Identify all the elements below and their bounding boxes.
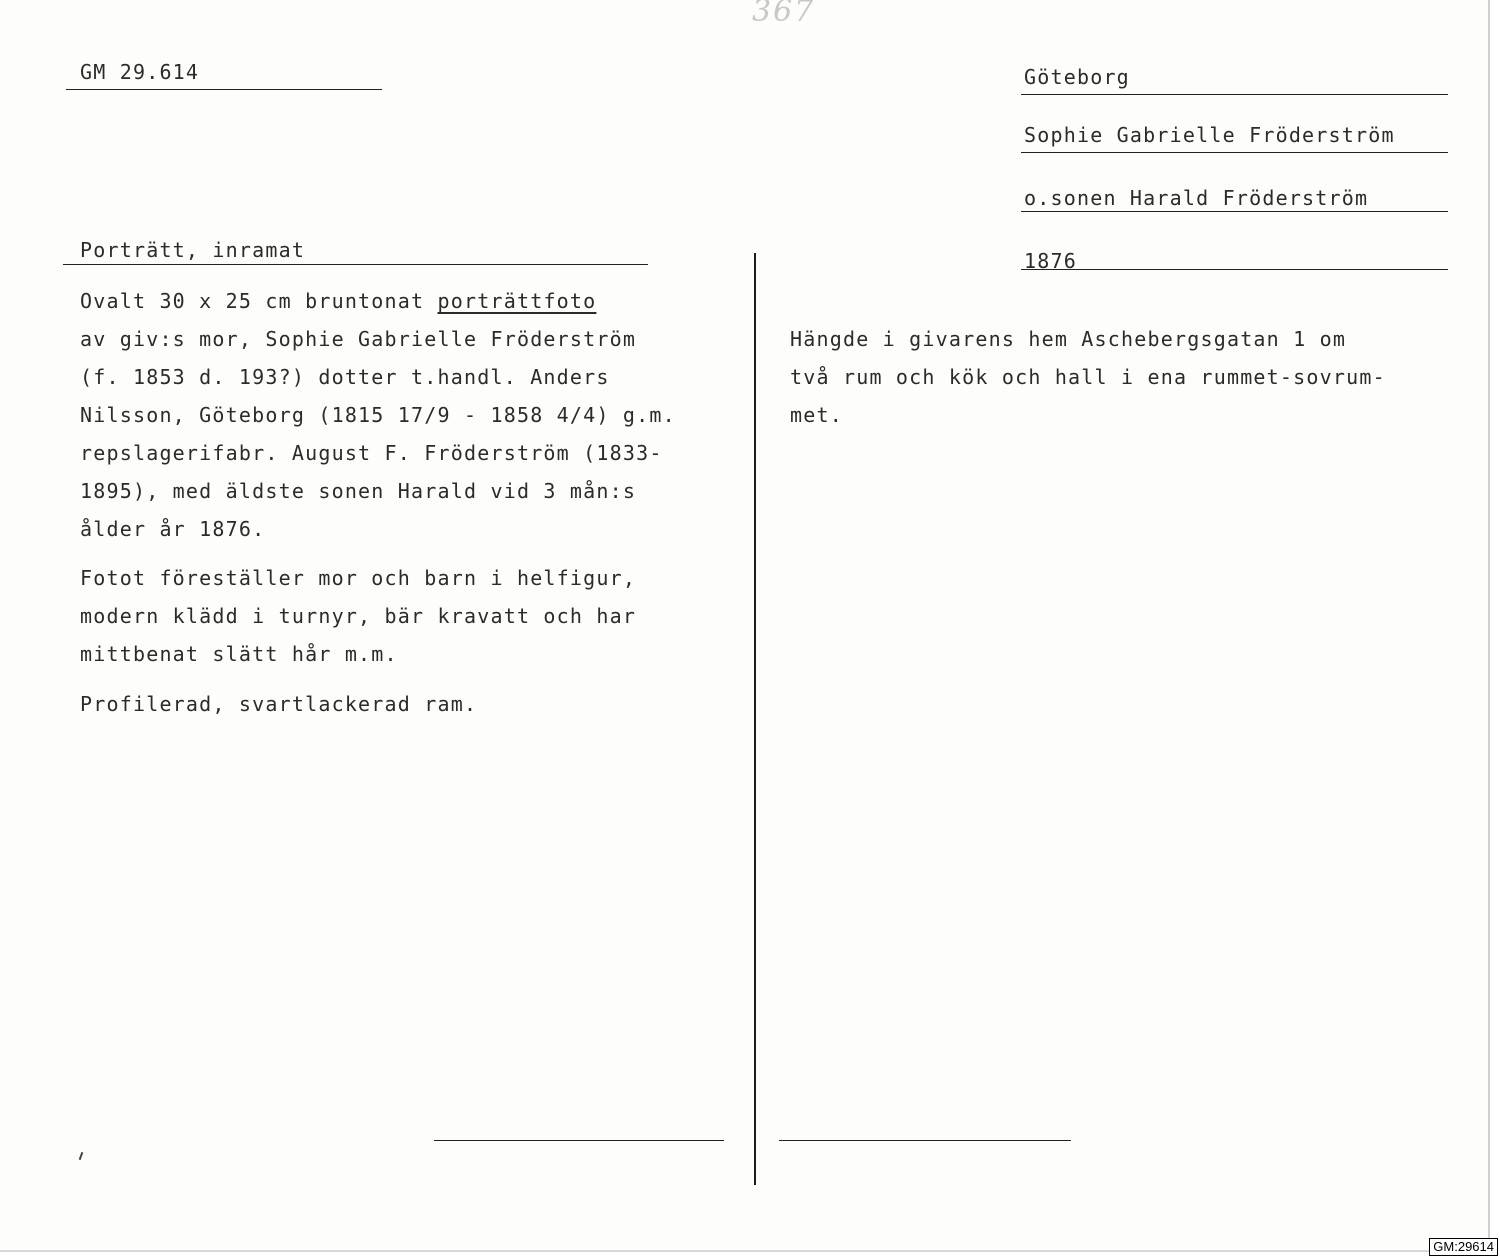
description-line: av giv:s mor, Sophie Gabrielle Fröderström bbox=[80, 327, 637, 351]
description-line: mittbenat slätt hår m.m. bbox=[80, 642, 398, 666]
provenance-line: två rum och kök och hall i ena rummet-sovrum- bbox=[790, 365, 1386, 389]
place-field: Göteborg bbox=[1024, 65, 1130, 89]
signature-rule-right bbox=[779, 1140, 1071, 1141]
description-paragraph-2 bbox=[80, 559, 636, 673]
description-line: Ovalt 30 x 25 cm bruntonat porträttfoto bbox=[80, 289, 597, 313]
description-line: modern klädd i turnyr, bär kravatt och har bbox=[80, 604, 637, 628]
place-rule bbox=[1021, 94, 1448, 95]
description-line: 1895), med äldste sonen Harald vid 3 mån:s bbox=[80, 479, 637, 503]
provenance-line: Hängde i givarens hem Aschebergsgatan 1 om bbox=[790, 327, 1347, 351]
catalog-number-rule bbox=[66, 89, 382, 90]
description-line: ålder år 1876. bbox=[80, 517, 266, 541]
description-paragraph-1 bbox=[80, 282, 676, 548]
person-rule bbox=[1021, 152, 1448, 153]
archive-id-label: GM:29614 bbox=[1429, 1238, 1498, 1256]
object-type: Porträtt, inramat bbox=[80, 238, 306, 262]
underlined-term: porträttfoto bbox=[437, 289, 597, 313]
catalog-number: GM 29.614 bbox=[80, 60, 200, 84]
with-rule bbox=[1021, 211, 1448, 212]
with-field: o.sonen Harald Fröderström bbox=[1024, 186, 1369, 210]
person-field: Sophie Gabrielle Fröderström bbox=[1024, 123, 1395, 147]
year-rule bbox=[1021, 269, 1448, 270]
description-line: (f. 1853 d. 193?) dotter t.handl. Anders bbox=[80, 365, 610, 389]
description-line: Profilerad, svartlackerad ram. bbox=[80, 692, 478, 716]
provenance-line: met. bbox=[790, 403, 843, 427]
provenance-paragraph bbox=[790, 320, 1386, 434]
description-line: repslagerifabr. August F. Fröderström (1833- bbox=[80, 441, 663, 465]
description-line: Fotot föreställer mor och barn i helfigur, bbox=[80, 566, 637, 590]
pencil-number: 367 bbox=[752, 0, 816, 29]
signature-rule-left bbox=[434, 1140, 724, 1141]
ink-mark bbox=[79, 1152, 84, 1160]
description-line: Nilsson, Göteborg (1815 17/9 - 1858 4/4) g.m. bbox=[80, 403, 676, 427]
column-divider bbox=[754, 253, 756, 1185]
object-type-rule bbox=[63, 264, 648, 265]
year-field: 1876 bbox=[1024, 249, 1077, 273]
description-paragraph-3 bbox=[80, 685, 477, 723]
